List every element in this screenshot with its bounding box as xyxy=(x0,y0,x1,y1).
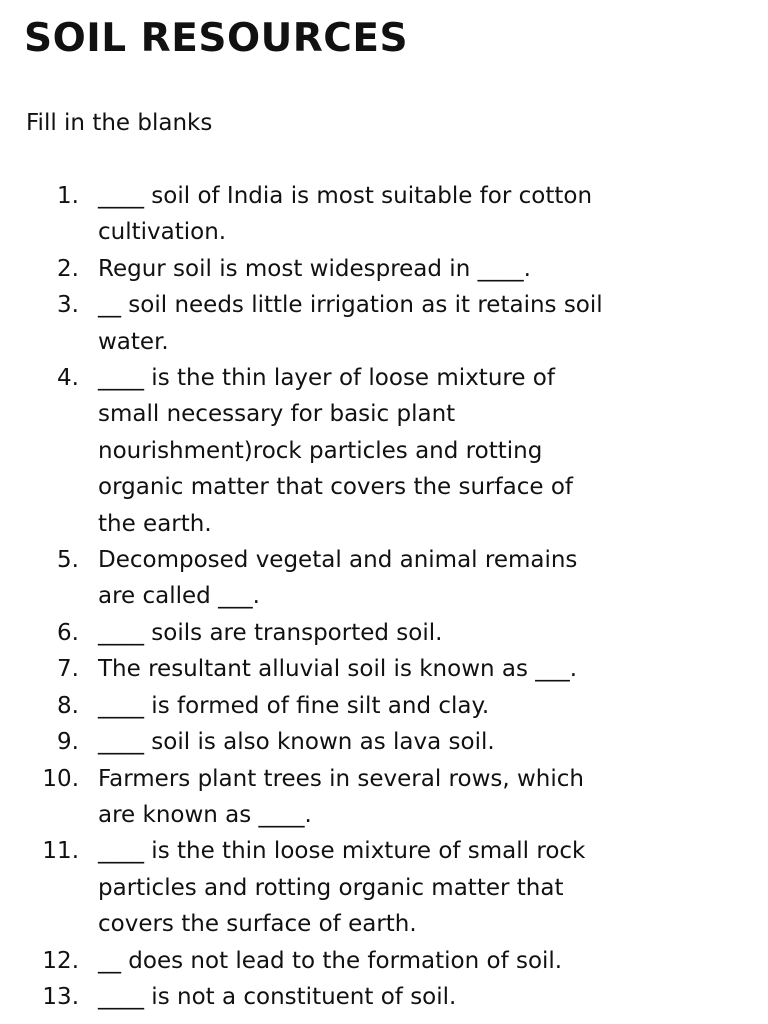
question-number: 1. xyxy=(57,183,79,209)
question-item xyxy=(0,724,768,760)
question-text-line: ____ is formed of fine silt and clay. xyxy=(98,692,490,719)
question-number: 2. xyxy=(57,255,79,282)
question-number: 11. xyxy=(42,838,79,865)
question-number: 8. xyxy=(57,692,79,719)
question-text-line: cultivation. xyxy=(98,219,227,246)
question-number: 12. xyxy=(42,947,79,974)
question-item xyxy=(0,651,768,687)
question-item xyxy=(0,688,768,724)
question-item xyxy=(0,542,768,615)
question-text-line: The resultant alluvial soil is known as ___. xyxy=(98,656,578,683)
page-title: SOIL RESOURCES xyxy=(24,16,409,61)
question-item xyxy=(0,251,768,287)
question-text-line: ____ is not a constituent of soil. xyxy=(98,983,457,1010)
question-item xyxy=(0,833,768,942)
question-text-line: ____ is the thin layer of loose mixture of xyxy=(98,365,555,392)
question-text-line: covers the surface of earth. xyxy=(98,911,417,938)
question-text-line: ____ soil of India is most suitable for cotton xyxy=(98,183,593,209)
question-number: 7. xyxy=(57,656,79,683)
question-item xyxy=(0,287,768,360)
question-item xyxy=(0,615,768,651)
question-text-line: nourishment)rock particles and rotting xyxy=(98,437,543,464)
question-item xyxy=(0,943,768,979)
question-text-line: __ does not lead to the formation of soil. xyxy=(98,947,563,974)
question-item xyxy=(0,360,768,542)
question-list xyxy=(0,178,768,1015)
question-number: 4. xyxy=(57,365,79,392)
question-text-line: ____ soil is also known as lava soil. xyxy=(98,729,495,756)
question-number: 5. xyxy=(57,547,79,574)
question-text-line: Decomposed vegetal and animal remains xyxy=(98,547,578,574)
question-text-line: Farmers plant trees in several rows, which xyxy=(98,765,584,792)
question-text-line: __ soil needs little irrigation as it retains soil xyxy=(98,292,603,319)
question-text-line: particles and rotting organic matter that xyxy=(98,874,564,901)
question-text-line: are called ___. xyxy=(98,583,260,610)
question-text-line: are known as ____. xyxy=(98,801,312,828)
question-number: 13. xyxy=(42,983,79,1010)
question-number: 3. xyxy=(57,292,79,319)
question-number: 6. xyxy=(57,619,79,646)
question-text-line: Regur soil is most widespread in ____. xyxy=(98,255,531,282)
question-item xyxy=(0,178,768,251)
question-text-line: water. xyxy=(98,328,169,355)
question-number: 10. xyxy=(42,765,79,792)
question-text-line: the earth. xyxy=(98,510,212,537)
question-item xyxy=(0,979,768,1015)
question-item xyxy=(0,761,768,834)
instructions: Fill in the blanks xyxy=(26,110,213,136)
question-number: 9. xyxy=(57,729,79,756)
question-text-line: ____ is the thin loose mixture of small rock xyxy=(98,838,586,865)
question-text-line: ____ soils are transported soil. xyxy=(98,619,443,646)
question-text-line: small necessary for basic plant xyxy=(98,401,456,428)
question-text-line: organic matter that covers the surface of xyxy=(98,474,573,501)
